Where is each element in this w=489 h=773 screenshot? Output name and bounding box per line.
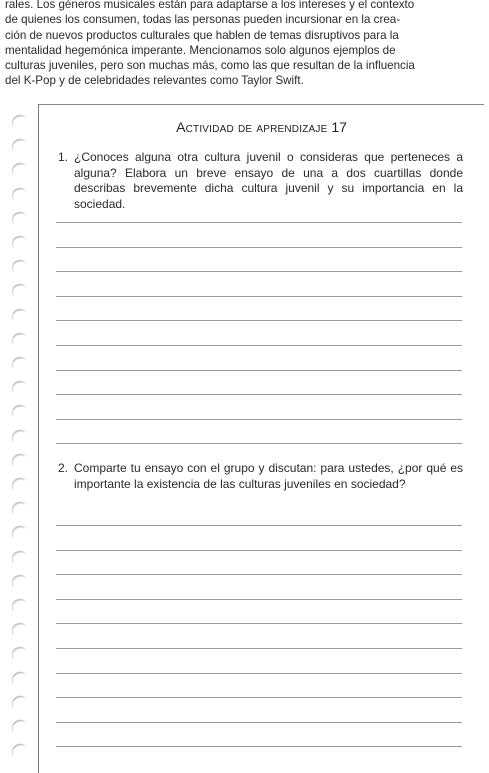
answer-line[interactable] <box>56 550 462 551</box>
question-number: 1. <box>58 150 69 164</box>
spiral-ring <box>8 160 30 174</box>
spiral-ring <box>8 257 30 271</box>
answer-line[interactable] <box>56 222 462 223</box>
spiral-ring <box>8 281 30 295</box>
spiral-ring <box>8 523 30 537</box>
spiral-ring <box>8 112 30 126</box>
intro-line: rales. Los géneros musicales están para adaptarse a los intereses y el contexto <box>5 0 415 11</box>
answer-line[interactable] <box>56 623 462 624</box>
answer-line[interactable] <box>56 746 462 747</box>
answer-line[interactable] <box>56 525 462 526</box>
answer-line[interactable] <box>56 697 462 698</box>
spiral-ring <box>8 354 30 368</box>
activity-title <box>39 119 484 135</box>
activity-title-label: Actividad de aprendizaje <box>176 119 328 135</box>
intro-line: del K-Pop y de celebridades relevantes como Taylor Swift. <box>5 74 304 88</box>
spiral-ring <box>8 475 30 489</box>
activity-box <box>38 104 484 773</box>
spiral-ring <box>8 378 30 392</box>
spiral-ring <box>8 402 30 416</box>
spiral-ring <box>8 693 30 707</box>
spiral-ring <box>8 572 30 586</box>
spiral-ring <box>8 427 30 441</box>
spiral-ring <box>8 185 30 199</box>
activity-title-number: 17 <box>331 119 347 135</box>
answer-line[interactable] <box>56 648 462 649</box>
spiral-ring <box>8 620 30 634</box>
answer-line[interactable] <box>56 345 462 346</box>
spiral-ring <box>8 644 30 658</box>
answer-line[interactable] <box>56 320 462 321</box>
spiral-ring <box>8 669 30 683</box>
answer-line[interactable] <box>56 370 462 371</box>
answer-line[interactable] <box>56 394 462 395</box>
spiral-ring <box>8 306 30 320</box>
spiral-ring <box>8 596 30 610</box>
notebook-spiral-binding <box>8 112 34 762</box>
intro-paragraph <box>5 0 483 89</box>
spiral-ring <box>8 741 30 755</box>
answer-line[interactable] <box>56 443 462 444</box>
spiral-ring <box>8 209 30 223</box>
answer-line[interactable] <box>56 296 462 297</box>
intro-line: culturas juveniles, pero son muchas más, como las que resultan de la influencia <box>5 59 415 73</box>
answer-line[interactable] <box>56 574 462 575</box>
answer-line[interactable] <box>56 673 462 674</box>
spiral-ring <box>8 548 30 562</box>
intro-line: ción de nuevos productos culturales que hablen de temas disruptivos para la <box>5 28 399 42</box>
intro-line: de quienes los consumen, todas las personas pueden incursionar en la crea- <box>5 13 401 27</box>
question-number: 2. <box>58 461 69 475</box>
answer-line[interactable] <box>56 247 462 248</box>
answer-line[interactable] <box>56 419 462 420</box>
answer-line[interactable] <box>56 271 462 272</box>
spiral-ring <box>8 499 30 513</box>
answer-line[interactable] <box>56 599 462 600</box>
answer-line[interactable] <box>56 722 462 723</box>
question-1 <box>58 150 463 212</box>
spiral-ring <box>8 136 30 150</box>
intro-line: mentalidad hegemónica imperante. Mencionamos solo algunos ejemplos de <box>5 43 396 57</box>
question-text: ¿Conoces alguna otra cultura juvenil o consideras que perteneces a alguna? Elabora un breve ensayo de una a dos cuartillas donde describas brevemente dicha cultura juvenil y su importancia en la sociedad. <box>74 150 463 211</box>
spiral-ring <box>8 717 30 731</box>
spiral-ring <box>8 451 30 465</box>
spiral-ring <box>8 233 30 247</box>
question-2 <box>58 461 463 492</box>
question-text: Comparte tu ensayo con el grupo y discutan: para ustedes, ¿por qué es importante la existencia de las culturas juveniles en sociedad? <box>74 461 463 491</box>
spiral-ring <box>8 330 30 344</box>
